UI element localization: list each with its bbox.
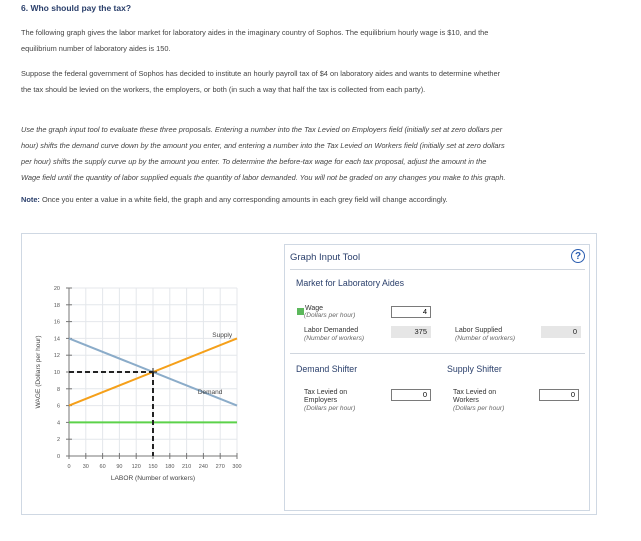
tax-text-line: Suppose the federal government of Sophos has decided to institute an hourly payroll tax of $4 on laboratory aides and wants to determine whether <box>21 69 501 78</box>
graph-input-tool <box>284 244 590 511</box>
y-tick-label: 12 <box>53 353 60 360</box>
y-tick-label: 18 <box>53 302 60 309</box>
x-axis-title: LABOR (Number of workers) <box>110 475 196 482</box>
help-icon[interactable]: ? <box>571 249 585 263</box>
x-tick-label: 210 <box>182 464 192 470</box>
labor-supplied-unit: (Number of workers) <box>455 335 516 342</box>
market-title: Market for Laboratory Aides <box>296 278 405 288</box>
y-axis-title: WAGE (Dollars per hour) <box>35 335 42 409</box>
x-tick-label: 240 <box>198 464 208 470</box>
note-text <box>21 195 448 204</box>
labor-supplied-value: 0 <box>541 326 581 338</box>
labor-market-chart[interactable] <box>31 272 247 484</box>
wage-line-swatch <box>297 308 304 315</box>
labor-demanded-unit: (Number of workers) <box>304 335 365 342</box>
demand-shifter-title: Demand Shifter <box>296 364 358 374</box>
wage-unit: (Dollars per hour) <box>304 312 356 319</box>
tax-employers-label: Employers <box>304 397 338 404</box>
x-tick-label: 300 <box>232 464 242 470</box>
instructions-line: Wage field until the quantity of labor supplied equals the quantity of labor demanded. You will not be graded on any changes you make to this graph. <box>21 173 506 182</box>
labor-demanded-label: Labor Demanded <box>304 327 359 334</box>
x-tick-label: 90 <box>116 464 123 470</box>
x-tick-label: 120 <box>131 464 141 470</box>
y-tick-label: 16 <box>53 319 60 326</box>
intro-text-line: The following graph gives the labor market for laboratory aides in the imaginary country of Sophos. The equilibrium hourly wage is $10, and the <box>21 28 489 37</box>
x-tick-label: 180 <box>165 464 175 470</box>
tax-employers-unit: (Dollars per hour) <box>304 405 356 412</box>
instructions-line: per hour) shifts the supply curve up by the amount you enter. To determine the before-tax wage for each tax proposal, adjust the amount in the <box>21 157 487 166</box>
x-tick-label: 150 <box>148 464 158 470</box>
tax-workers-label: Tax Levied on <box>453 389 497 396</box>
tax-workers-unit: (Dollars per hour) <box>453 405 505 412</box>
y-tick-label: 20 <box>53 286 60 292</box>
x-tick-label: 60 <box>99 464 106 470</box>
intro-text-line: equilibrium number of laboratory aides is 150. <box>21 44 171 53</box>
demand-curve-label: Demand <box>197 389 223 397</box>
y-tick-label: 14 <box>53 336 60 343</box>
y-tick-label: 8 <box>56 386 60 393</box>
y-tick-label: 0 <box>56 454 60 460</box>
y-tick-label: 6 <box>56 403 60 410</box>
tax-workers-input[interactable]: 0 <box>539 389 579 401</box>
divider <box>290 353 585 354</box>
x-tick-label: 0 <box>67 464 71 470</box>
y-tick-label: 2 <box>56 437 60 444</box>
instructions-line: Use the graph input tool to evaluate these three proposals. Entering a number into the Tax Levied on Employers field (initially set at zero dollars per <box>21 125 503 134</box>
x-tick-label: 270 <box>215 464 225 470</box>
supply-shifter-title: Supply Shifter <box>447 364 502 374</box>
question-title: 6. Who should pay the tax? <box>21 3 132 13</box>
note-label: Note: <box>21 195 40 204</box>
y-tick-label: 4 <box>56 420 60 427</box>
labor-demanded-value: 375 <box>391 326 431 338</box>
wage-input[interactable]: 4 <box>391 306 431 318</box>
labor-supplied-label: Labor Supplied <box>455 327 503 334</box>
y-tick-label: 10 <box>53 370 60 376</box>
tax-text-line: the tax should be levied on the workers, the employers, or both (in such a way that half the tax is collected from each party). <box>21 85 426 94</box>
x-tick-label: 30 <box>82 464 89 470</box>
chart-labels <box>35 286 242 482</box>
tax-workers-label: Workers <box>453 397 479 404</box>
note-body: Once you enter a value in a white field, the graph and any corresponding amounts in each grey field will change accordingly. <box>39 195 448 204</box>
supply-curve-label: Supply <box>212 331 233 339</box>
tax-employers-input[interactable]: 0 <box>391 389 431 401</box>
graph-input-tool-title: Graph Input Tool <box>290 252 361 263</box>
tax-employers-label: Tax Levied on <box>304 389 348 396</box>
wage-label: Wage <box>305 305 324 312</box>
instructions-line: hour) shifts the demand curve down by the amount you enter, and entering a number into the Tax Levied on Workers field (initially set at zero dollars <box>21 141 505 150</box>
divider <box>290 269 585 270</box>
